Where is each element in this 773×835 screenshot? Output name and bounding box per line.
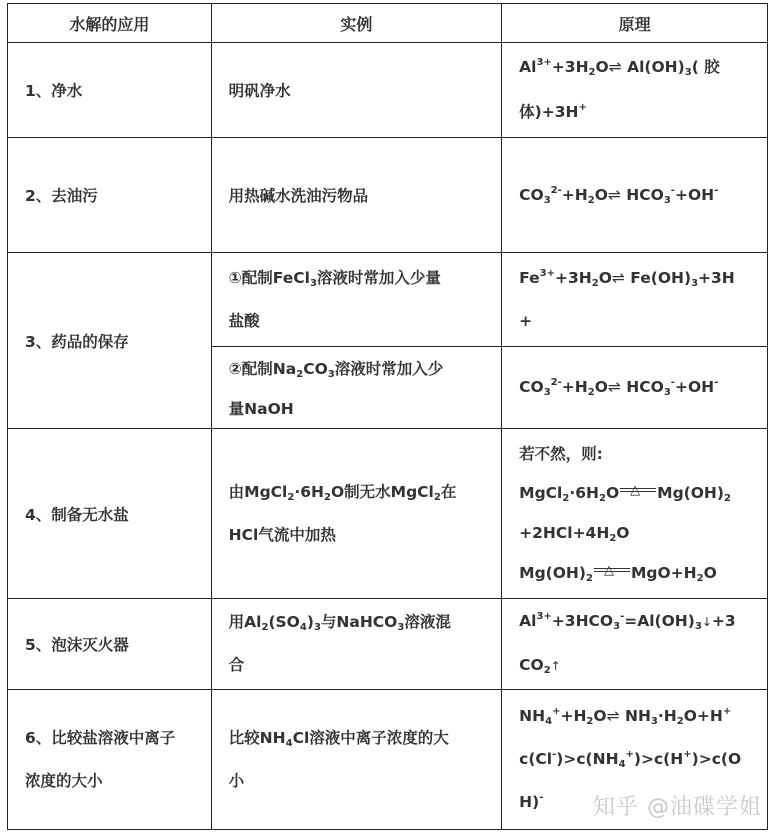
example-cell: 用热碱水洗油污物品 bbox=[211, 138, 501, 253]
principle-cell: $Al^{3+}+3H_2O\rightleftharpoons$ $Al(OH)_3$( 胶 体)+3H+ bbox=[502, 43, 768, 138]
principle-cell: $NH_4^++H_2O\rightleftharpoons$ $NH_3\cdot H_2O+H^+$ $c(Cl^-)>c(NH_4^+)>c(H^+)>c(O$ H)- bbox=[502, 690, 768, 830]
header-example: 实例 bbox=[211, 4, 501, 43]
application-cell: 3、药品的保存 bbox=[8, 253, 212, 429]
example-cell: 明矾净水 bbox=[211, 43, 501, 138]
table-row bbox=[8, 253, 768, 347]
application-cell: 6、比较盐溶液中离子 浓度的大小 bbox=[8, 690, 212, 830]
heat-delta-icon bbox=[619, 482, 657, 496]
table-row bbox=[8, 599, 768, 690]
table-row bbox=[8, 43, 768, 138]
table-row bbox=[8, 138, 768, 253]
example-cell: 比较$NH_4Cl$溶液中离子浓度的大 小 bbox=[211, 690, 501, 830]
example-cell: 用$Al_2(SO_4)_3$与NaHCO$_3$溶液混 合 bbox=[211, 599, 501, 690]
principle-cell: $Fe^{3+}+3H_2O\rightleftharpoons$ $Fe(OH)_3+3H$ + bbox=[502, 253, 768, 347]
example-cell: ②配制$Na_2CO_3$溶液时常加入少 量NaOH bbox=[211, 347, 501, 429]
principle-cell: $Al^{3+}+3HCO_3^-=Al(OH)_3↓+3$ $CO_2↑$ bbox=[502, 599, 768, 690]
example-cell: 由$MgCl_2\cdot 6H_2O$制无水MgCl$_2$在 HCl气流中加热 bbox=[211, 429, 501, 599]
table-header-row bbox=[8, 4, 768, 43]
header-principle: 原理 bbox=[502, 4, 768, 43]
application-cell: 5、泡沫灭火器 bbox=[8, 599, 212, 690]
application-cell: 2、去油污 bbox=[8, 138, 212, 253]
header-application: 水解的应用 bbox=[8, 4, 212, 43]
table-row bbox=[8, 429, 768, 599]
heat-delta-icon bbox=[593, 562, 631, 576]
example-cell: ①配制FeCl$_3$溶液时常加入少量 盐酸 bbox=[211, 253, 501, 347]
application-cell: 4、制备无水盐 bbox=[8, 429, 212, 599]
principle-cell: 若不然，则: $MgCl_2\cdot 6H_2O$ $Mg(OH)_2$ $+2HCl+4H_2O$ $Mg(OH)_2$ $MgO+H_2O$ bbox=[502, 429, 768, 599]
principle-cell: $CO_3^{2-}+H_2O\rightleftharpoons$ $HCO_3^-+OH^-$ bbox=[502, 347, 768, 429]
application-cell: 1、净水 bbox=[8, 43, 212, 138]
hydrolysis-applications-table bbox=[7, 3, 768, 830]
zhihu-watermark: 知乎 @油碟学姐 bbox=[593, 795, 762, 820]
principle-cell: $CO_3^{2-}+H_2O\rightleftharpoons$ $HCO_3^-+OH^-$ bbox=[502, 138, 768, 253]
